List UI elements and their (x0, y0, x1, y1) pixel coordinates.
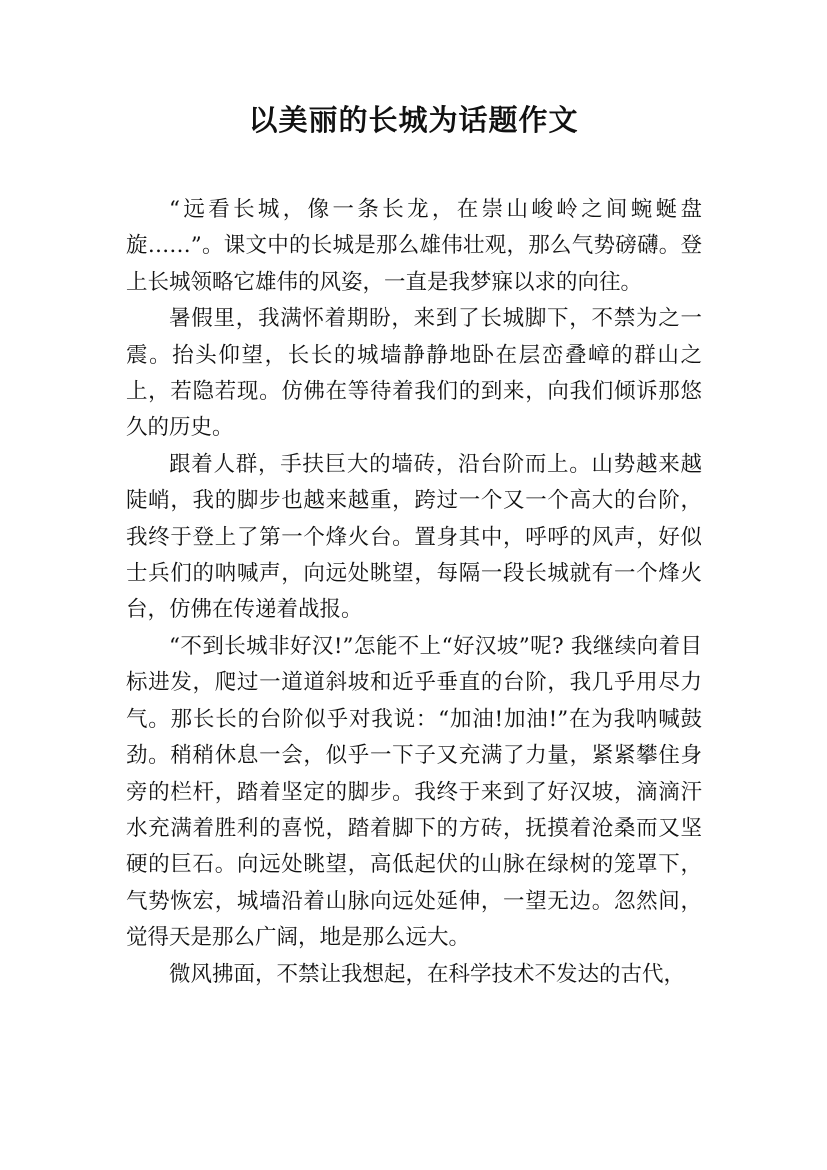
paragraph-3: 跟着人群，手扶巨大的墙砖，沿台阶而上。山势越来越陡峭，我的脚步也越来越重，跨过一个又一个高大的台阶，我终于登上了第一个烽火台。置身其中，呼呼的风声，好似士兵们的呐喊声，向远处眺望，每隔一段长城就有一个烽火台，仿佛在传递着战报。 (126, 451, 702, 623)
paragraph-5: 微风拂面，不禁让我想起，在科学技术不发达的古代， (169, 961, 686, 987)
paragraph-1: “远看长城，像一条长龙，在崇山峻岭之间蜿蜒盘旋……”。课文中的长城是那么雄伟壮观，那么气势磅礴。登上长城领略它雄伟的风姿，一直是我梦寐以求的向往。 (126, 197, 702, 295)
document-body (126, 192, 702, 993)
document-title: 以美丽的长城为话题作文 (248, 103, 579, 137)
paragraph-4: “不到长城非好汉!”怎能不上“好汉坡”呢? 我继续向着目标进发，爬过一道道斜坡和近乎垂直的台阶，我几乎用尽力气。那长长的台阶似乎对我说：“加油!加油!”在为我呐喊鼓劲。稍稍休息一会，似乎一下子又充满了力量，紧紧攀住身旁的栏杆，踏着坚定的脚步。我终于来到了好汉坡，滴滴汗水充满着胜利的喜悦，踏着脚下的方砖，抚摸着沧桑而又坚硬的巨石。向远处眺望，高低起伏的山脉在绿树的笼罩下，气势恢宏，城墙沿着山脉向远处延伸，一望无边。忽然间，觉得天是那么广阔，地是那么远大。 (126, 633, 702, 951)
paragraph-2: 暑假里，我满怀着期盼，来到了长城脚下，不禁为之一震。抬头仰望，长长的城墙静静地卧在层峦叠嶂的群山之上，若隐若现。仿佛在等待着我们的到来，向我们倾诉那悠久的历史。 (126, 306, 702, 441)
